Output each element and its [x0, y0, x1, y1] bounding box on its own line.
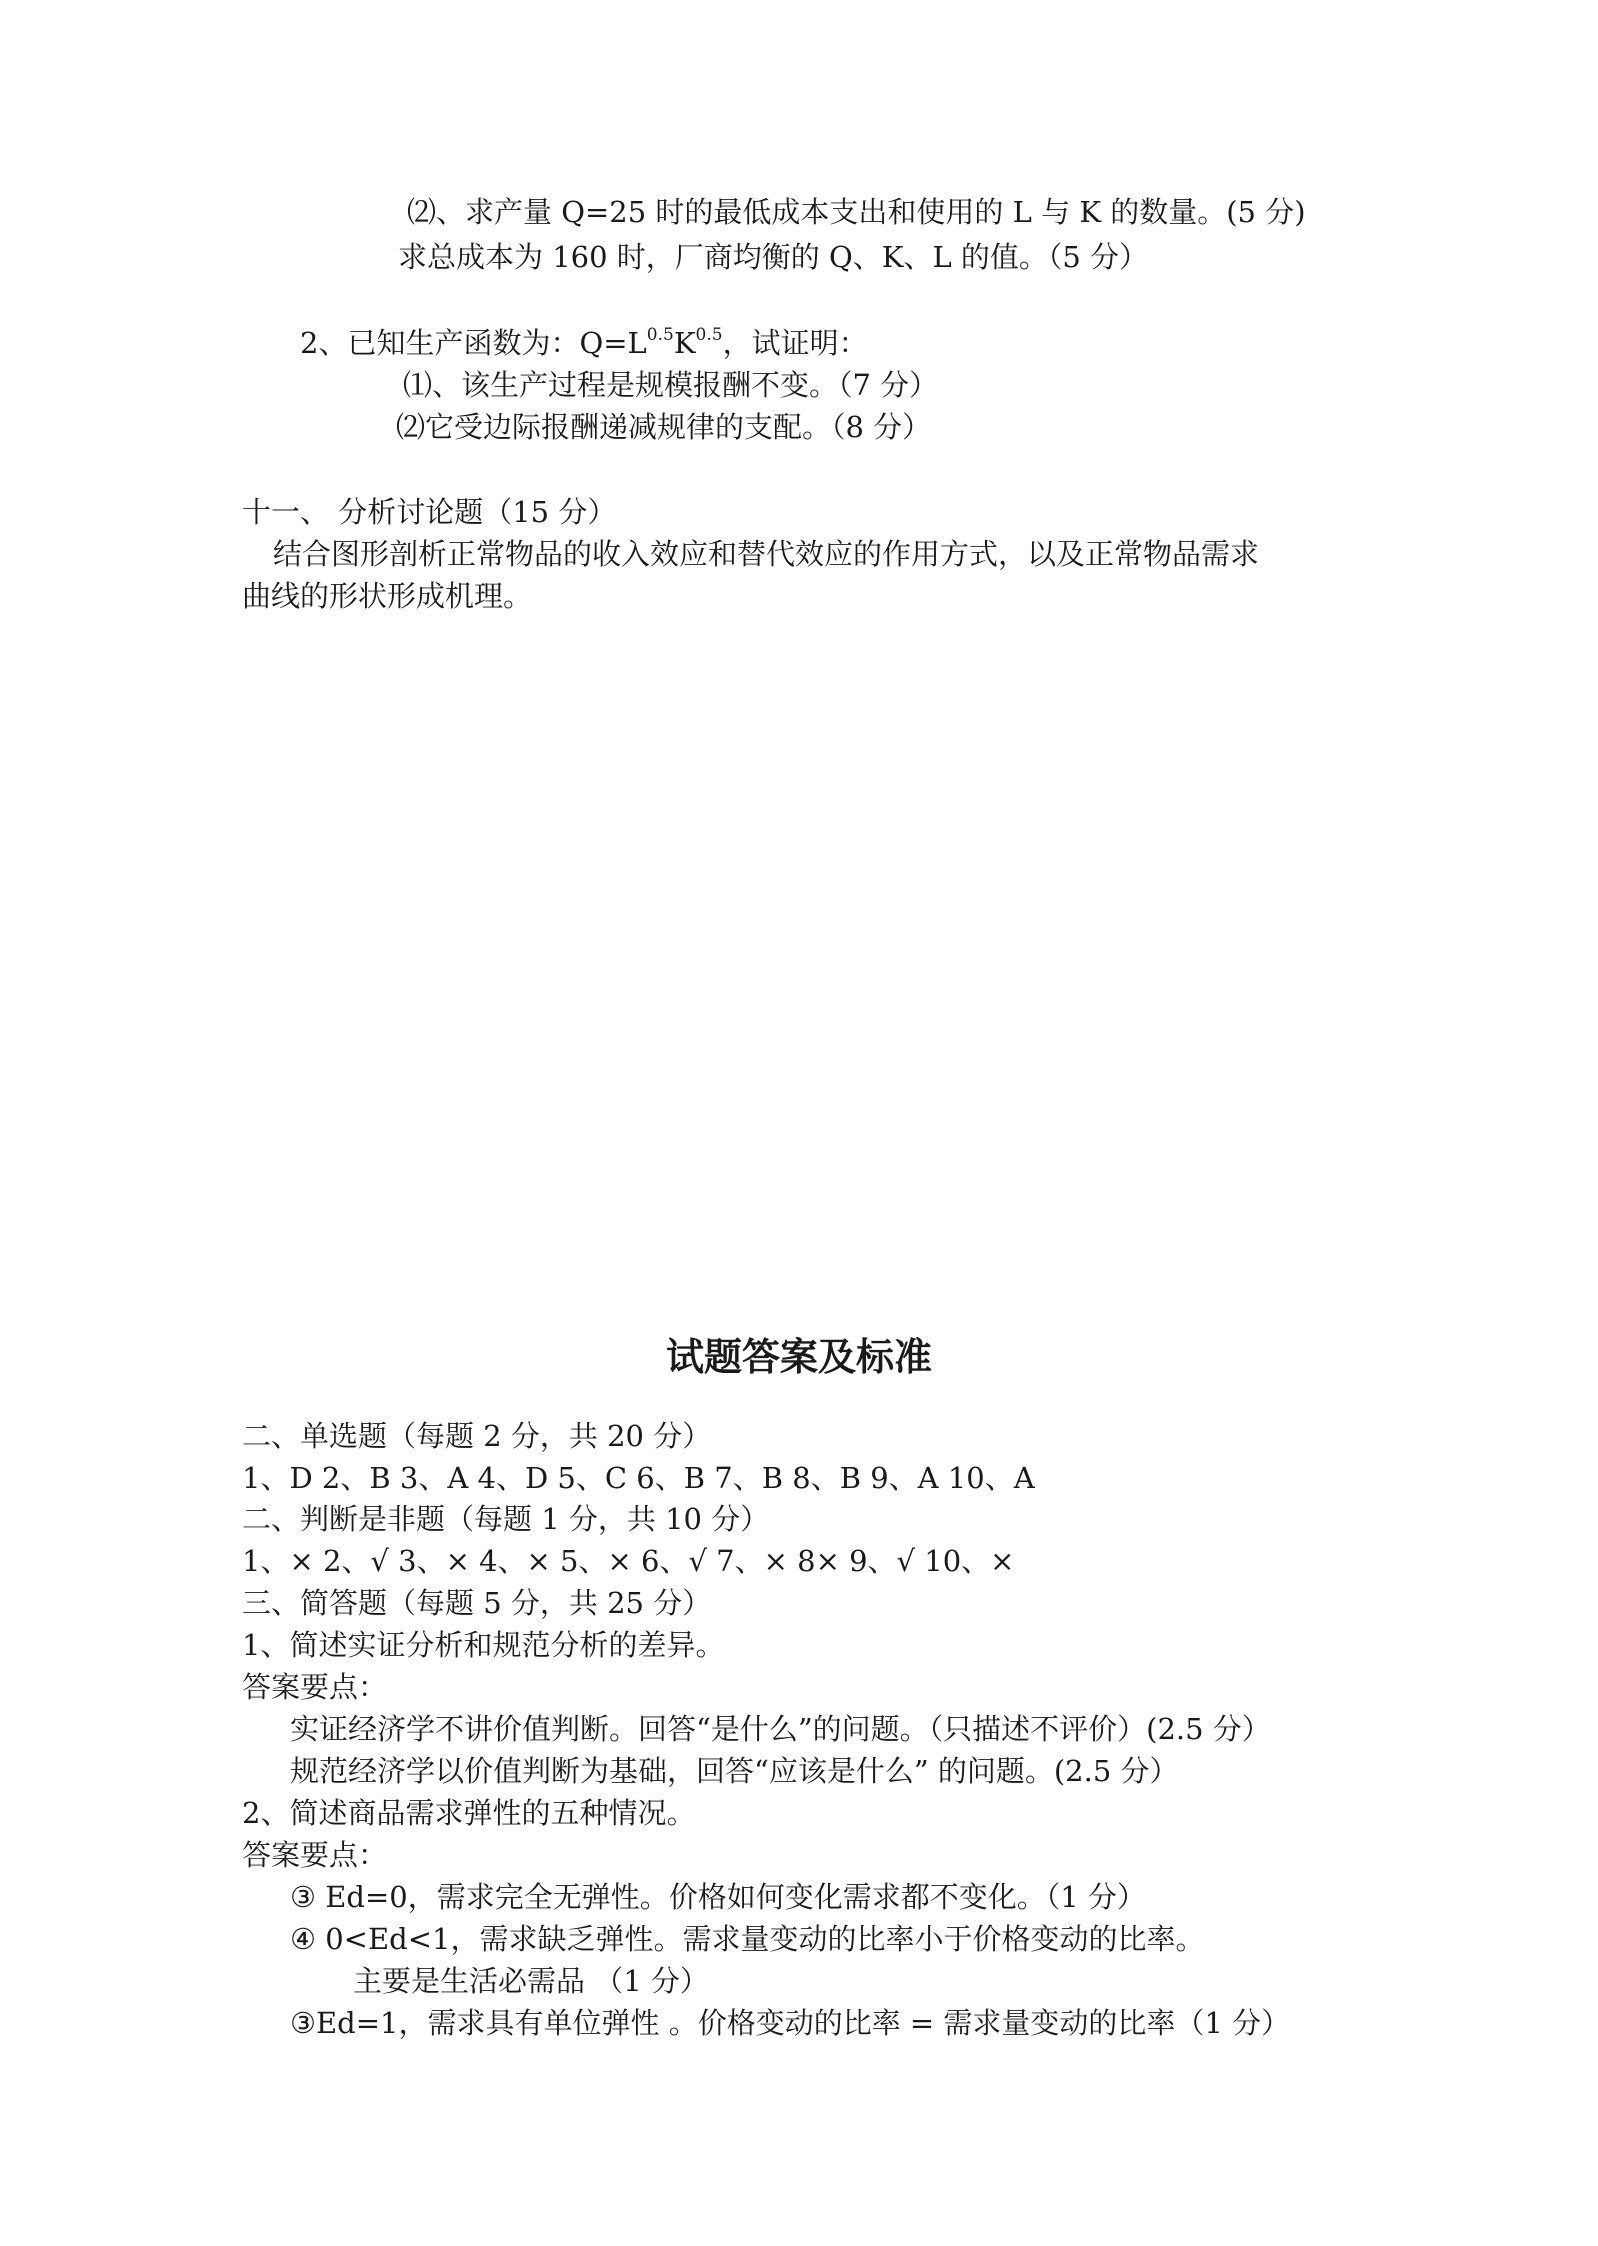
sa2-point1: ③ Ed=0，需求完全无弹性。价格如何变化需求都不变化。（1 分） — [290, 1880, 1146, 1914]
sa1-key-label: 答案要点： — [242, 1670, 388, 1704]
sa1-point2: 规范经济学以价值判断为基础，回答“应该是什么” 的问题。(2.5 分） — [290, 1754, 1179, 1788]
q2-heading-k: K — [673, 326, 696, 360]
sa2-question: 2、简述商品需求弹性的五种情况。 — [242, 1796, 696, 1830]
single-choice-answers: 1、D 2、B 3、A 4、D 5、C 6、B 7、B 8、B 9、A 10、A — [242, 1461, 1035, 1495]
sa2-point2: ④ 0<Ed<1，需求缺乏弹性。需求量变动的比率小于价格变动的比率。 — [290, 1922, 1205, 1956]
section-11-line2: 曲线的形状形成机理。 — [242, 579, 533, 613]
q2-part2-text: ⑵它受边际报酬递减规律的支配。（8 分） — [396, 410, 932, 444]
single-choice-heading: 二、单选题（每题 2 分，共 20 分） — [242, 1419, 712, 1453]
q1-part3-text: 求总成本为 160 时，厂商均衡的 Q、K、L 的值。（5 分） — [398, 240, 1149, 274]
sa2-point3: ③Ed=1，需求具有单位弹性 。价格变动的比率 = 需求量变动的比率（1 分） — [290, 2006, 1291, 2040]
q2-heading — [300, 324, 868, 362]
answer-key-title: 试题答案及标准 — [665, 1335, 932, 1379]
sa2-key-label: 答案要点： — [242, 1838, 388, 1872]
short-answer-heading: 三、简答题（每题 5 分，共 25 分） — [242, 1586, 712, 1620]
q2-heading-after: ，试证明： — [722, 326, 868, 360]
q2-heading-before: 2、已知生产函数为：Q=L — [300, 326, 647, 360]
sa2-point2-cont: 主要是生活必需品 （1 分） — [353, 1964, 709, 1998]
section-11-heading: 十一、 分析讨论题（15 分） — [242, 495, 617, 529]
section-11-line1: 结合图形剖析正常物品的收入效应和替代效应的作用方式，以及正常物品需求 — [273, 537, 1260, 571]
q2-part1-text: ⑴、该生产过程是规模报酬不变。（7 分） — [403, 368, 939, 402]
true-false-heading: 二、判断是非题（每题 1 分，共 10 分） — [242, 1502, 770, 1536]
q1-part2-text: ⑵、求产量 Q=25 时的最低成本支出和使用的 L 与 K 的数量。(5 分) — [407, 195, 1306, 229]
true-false-answers: 1、× 2、√ 3、× 4、× 5、× 6、√ 7、× 8× 9、√ 10、× — [242, 1544, 1015, 1578]
q2-exponent-l: 0.5 — [646, 325, 674, 345]
sa1-question: 1、简述实证分析和规范分析的差异。 — [242, 1628, 725, 1662]
q2-exponent-k: 0.5 — [695, 325, 723, 345]
sa1-point1: 实证经济学不讲价值判断。回答“是什么”的问题。（只描述不评价）(2.5 分） — [290, 1712, 1271, 1746]
